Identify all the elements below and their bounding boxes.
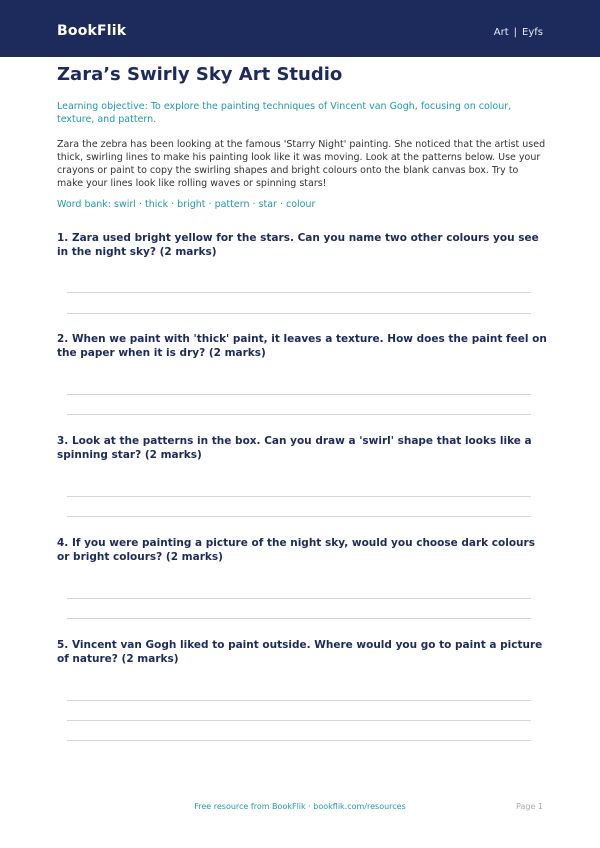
answer-line[interactable]	[67, 618, 531, 619]
question-4: 4. If you were painting a picture of the night sky, would you choose dark colours or bright colours? (2 marks)	[57, 537, 535, 563]
answer-line[interactable]	[67, 700, 531, 701]
answer-line[interactable]	[67, 516, 531, 517]
page-title: Zara’s Swirly Sky Art Studio	[57, 64, 343, 85]
answer-line[interactable]	[67, 313, 531, 314]
meta-separator: |	[513, 27, 518, 38]
question-5: 5. Vincent van Gogh liked to paint outside. Where would you go to paint a picture of nature? (2 marks)	[57, 639, 543, 665]
learning-objective: Learning objective: To explore the painting techniques of Vincent van Gogh, focusing on colour, texture, and pattern.	[57, 101, 512, 125]
question-1: 1. Zara used bright yellow for the stars. Can you name two other colours you see in the night sky? (2 marks)	[57, 232, 539, 258]
footer-credit[interactable]: Free resource from BookFlik · bookflik.com/resources	[194, 802, 406, 811]
word-bank: Word bank: swirl · thick · bright · pattern · star · colour	[57, 199, 316, 210]
answer-line[interactable]	[67, 292, 531, 293]
intro-paragraph: Zara the zebra has been looking at the famous 'Starry Night' painting. She noticed that the artist used thick, swirling lines to make his painting look like it was moving. Look at the patterns below. Use your crayons or paint to copy the swirling shapes and bright colours onto the blank canvas box. Try to make your lines look like rolling waves or spinning stars!	[57, 139, 546, 189]
answer-line[interactable]	[67, 740, 531, 741]
answer-line[interactable]	[67, 496, 531, 497]
answer-line[interactable]	[67, 394, 531, 395]
brand-logo[interactable]: BookFlik	[57, 23, 127, 39]
subject-level	[494, 27, 543, 38]
answer-line[interactable]	[67, 720, 531, 721]
subject-label: Art	[493, 27, 509, 38]
answer-line[interactable]	[67, 598, 531, 599]
header-bar	[0, 0, 600, 57]
question-2: 2. When we paint with 'thick' paint, it leaves a texture. How does the paint feel on the paper when it is dry? (2 marks)	[57, 333, 547, 359]
question-3: 3. Look at the patterns in the box. Can you draw a 'swirl' shape that looks like a spinning star? (2 marks)	[57, 435, 532, 461]
page-number: Page 1	[516, 802, 543, 811]
answer-line[interactable]	[67, 414, 531, 415]
level-label: Eyfs	[522, 27, 543, 38]
